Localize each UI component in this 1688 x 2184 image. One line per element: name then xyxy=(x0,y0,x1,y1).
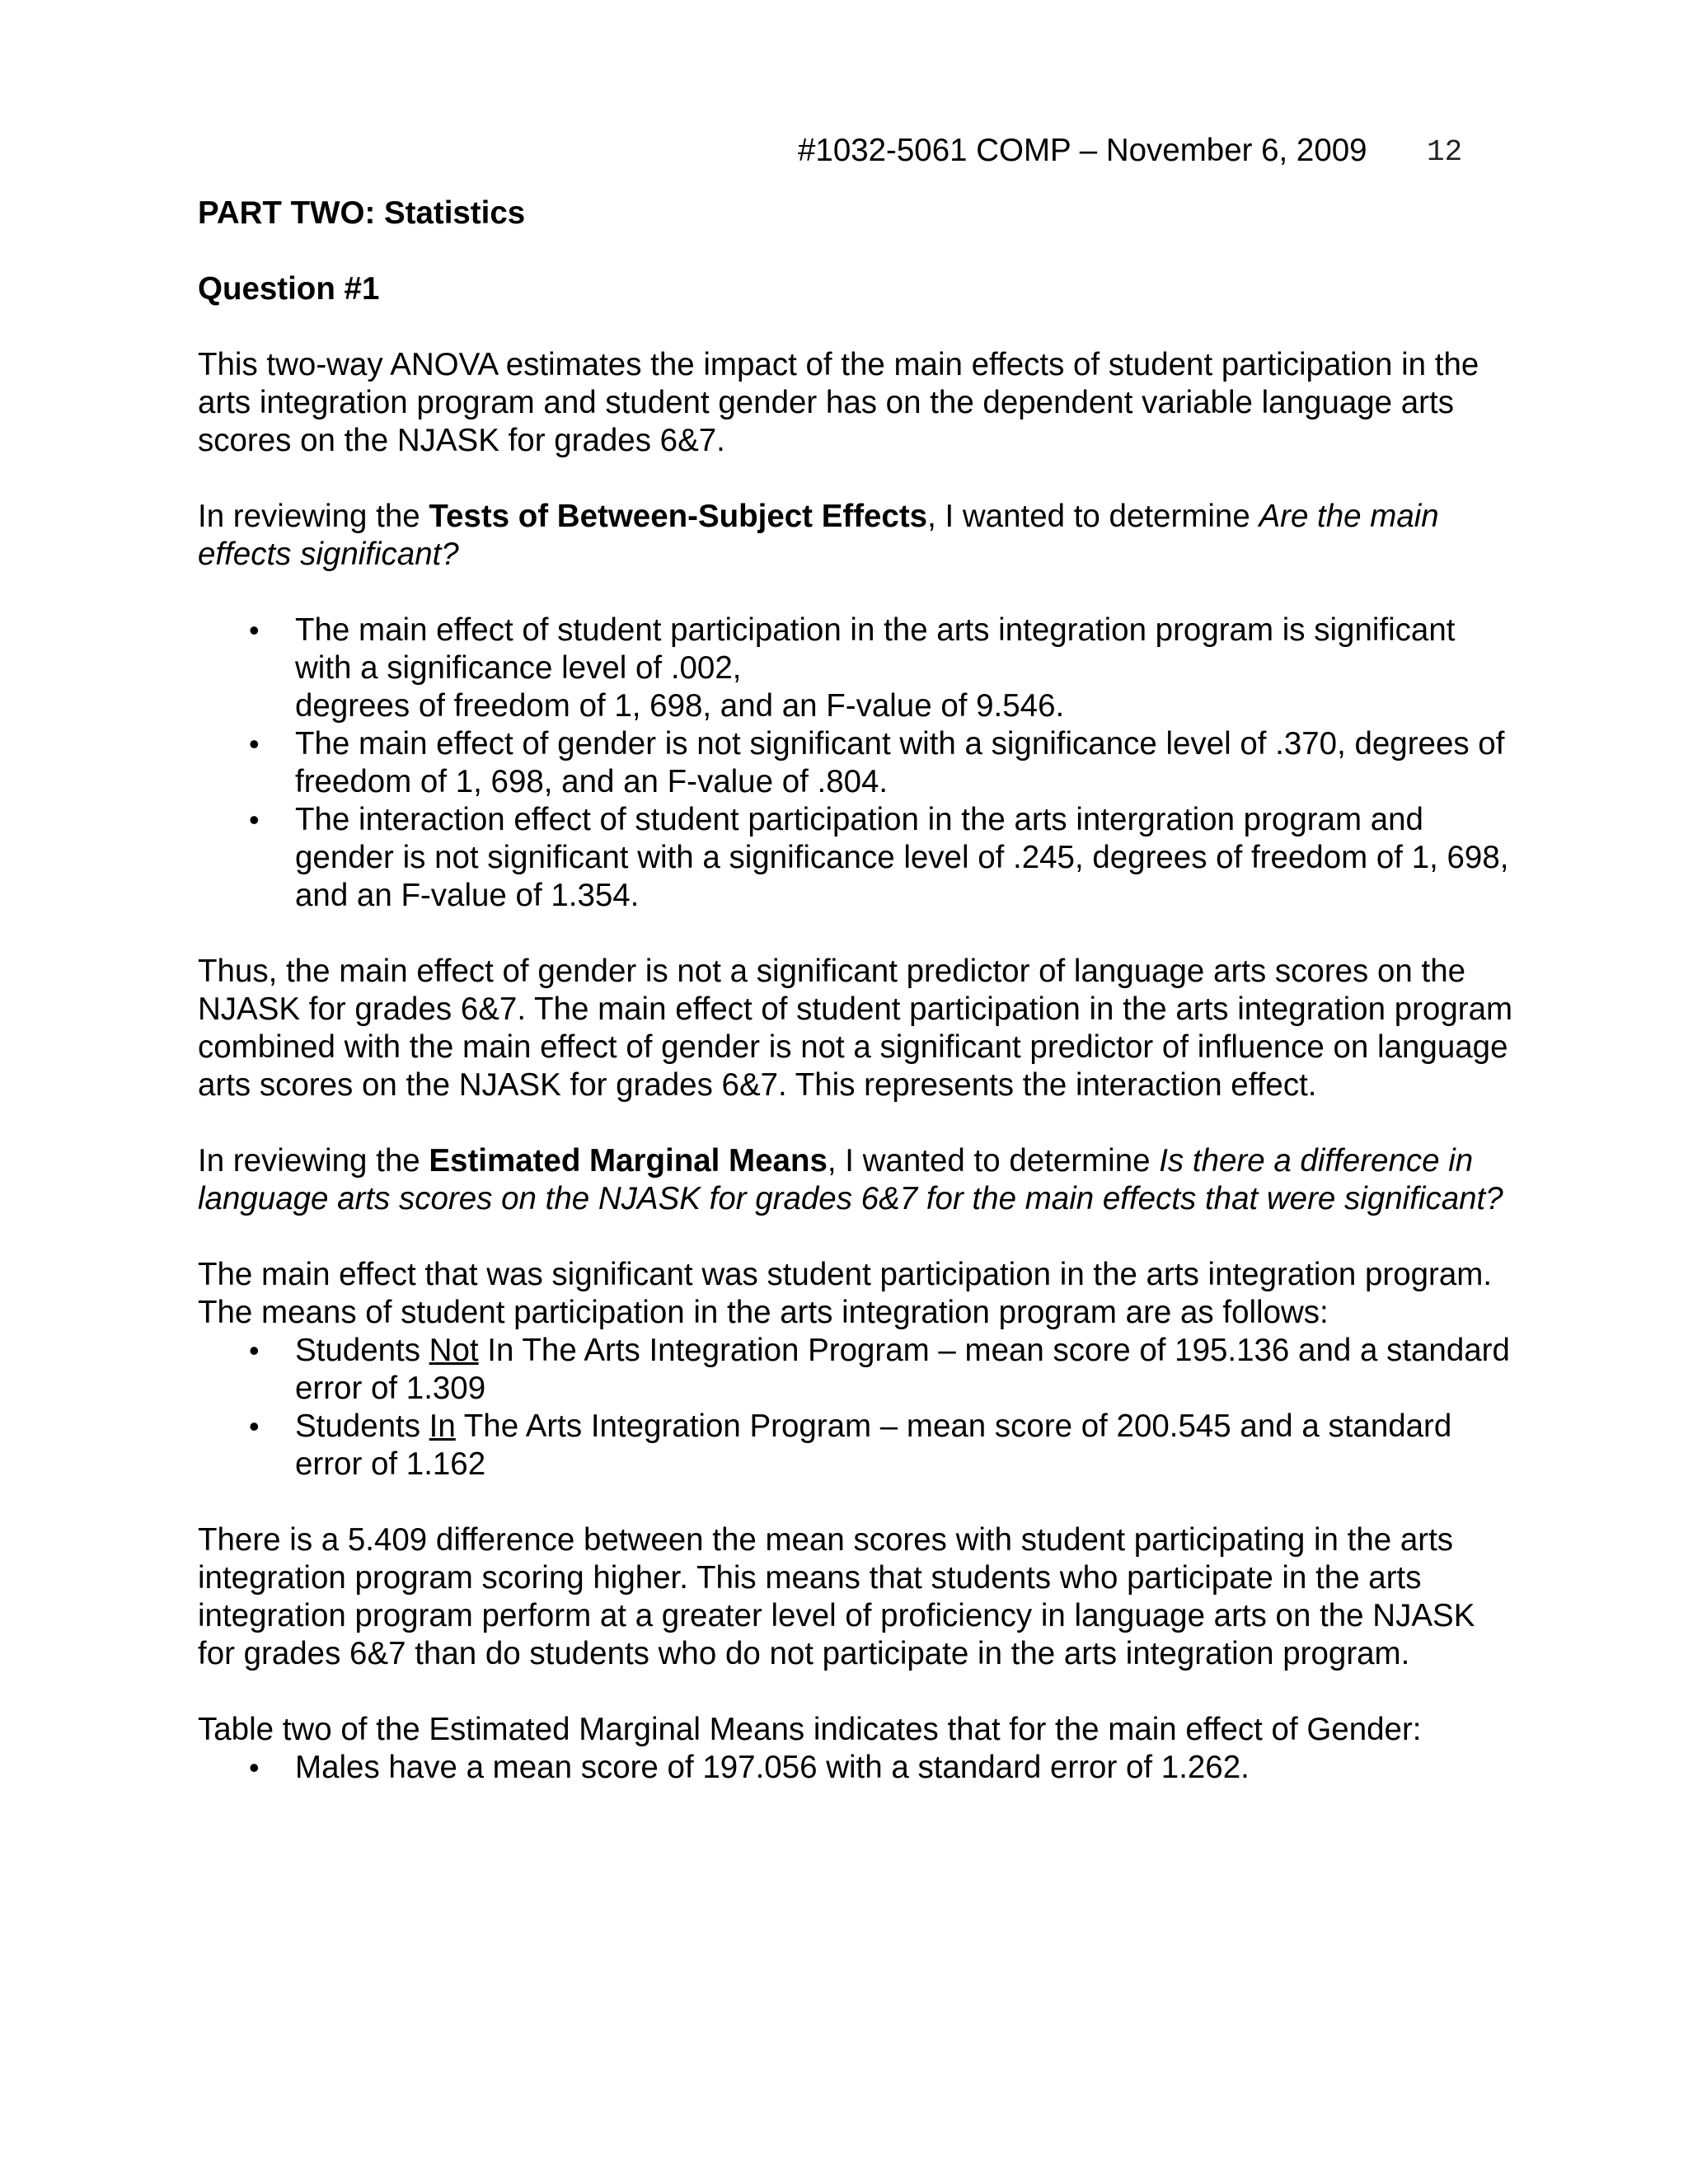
bullet-icon: • xyxy=(249,727,260,761)
tests-bullet-list xyxy=(198,612,1517,915)
intro-paragraph: This two-way ANOVA estimates the impact of the main effects of student participation in the arts integration program and student gender has on the dependent variable language arts scores on the NJASK for grades 6&7. xyxy=(198,347,1479,458)
thus-paragraph: Thus, the main effect of gender is not a significant predictor of language arts scores on the NJASK for grades 6&7. The main effect of student participation in the arts integration program combined with the main effect of gender is not a significant predictor of influence on language arts scores on the NJASK for grades 6&7. This represents the interaction effect. xyxy=(198,954,1513,1103)
list-item-text: The main effect of student participation in the arts integration program is significant with a significance level of .002, xyxy=(295,612,1456,686)
means-paragraph: The main effect that was significant was student participation in the arts integration program. The means of student participation in the arts integration program are as follows: xyxy=(198,1257,1493,1330)
document-reference: #1032-5061 COMP – November 6, 2009 xyxy=(798,133,1367,168)
list-item-text: The interaction effect of student participation in the arts intergration program and gender is not significant with a significance level of .245, degrees of freedom of 1, 698, and an F-value of 1.354. xyxy=(295,802,1509,913)
list-item xyxy=(198,1408,1517,1483)
emm-paragraph-bold: Estimated Marginal Means xyxy=(429,1143,828,1179)
bullet-icon: • xyxy=(249,803,260,837)
list-item-text-pre: Students xyxy=(295,1408,429,1444)
emm-paragraph-pre: In reviewing the xyxy=(198,1143,429,1179)
tests-paragraph-italic: Are the main effects significant? xyxy=(198,499,1439,572)
emm-paragraph-mid: , I wanted to determine xyxy=(827,1143,1160,1179)
list-item-text-post: In The Arts Integration Program – mean score of 195.136 and a standard error of 1.309 xyxy=(295,1333,1510,1406)
list-item xyxy=(198,612,1517,725)
list-item-text: The main effect of gender is not significant with a significance level of .370, degrees of freedom of 1, 698, and an F-value of .804. xyxy=(295,726,1505,799)
document-body xyxy=(198,194,1517,1787)
bullet-icon: • xyxy=(249,1750,260,1784)
list-item xyxy=(198,1332,1517,1408)
list-item-text-underline: In xyxy=(429,1408,456,1444)
page-header xyxy=(798,132,1523,175)
bullet-icon: • xyxy=(249,1409,260,1443)
list-item xyxy=(198,725,1517,801)
tests-paragraph-bold: Tests of Between-Subject Effects xyxy=(429,499,928,534)
gender-bullet-list xyxy=(198,1749,1517,1787)
tests-paragraph-pre: In reviewing the xyxy=(198,499,429,534)
means-bullet-list xyxy=(198,1332,1517,1483)
question-title: Question #1 xyxy=(198,271,380,307)
list-item xyxy=(198,1749,1517,1787)
gender-paragraph: Table two of the Estimated Marginal Means indicates that for the main effect of Gender: xyxy=(198,1712,1422,1747)
bullet-icon: • xyxy=(249,613,260,647)
emm-paragraph-italic: Is there a difference in language arts scores on the NJASK for grades 6&7 for the main effects that were significant? xyxy=(198,1143,1503,1216)
list-item xyxy=(198,801,1517,915)
tests-paragraph xyxy=(198,498,1517,574)
difference-paragraph: There is a 5.409 difference between the mean scores with student participating in the arts integration program scoring higher. This means that students who participate in the arts integration program perform at a greater level of proficiency in language arts on the NJASK for grades 6&7 than do students who do not participate in the arts integration program. xyxy=(198,1522,1475,1671)
bullet-icon: • xyxy=(249,1333,260,1367)
list-item-text-pre: Students xyxy=(295,1333,429,1368)
list-item-text: Males have a mean score of 197.056 with a standard error of 1.262. xyxy=(295,1750,1250,1785)
emm-paragraph xyxy=(198,1142,1517,1218)
part-title: PART TWO: Statistics xyxy=(198,195,526,231)
list-item-text-underline: Not xyxy=(429,1333,479,1368)
page-number: 12 xyxy=(1427,135,1463,169)
tests-paragraph-mid: , I wanted to determine xyxy=(927,499,1259,534)
list-item-text-post: The Arts Integration Program – mean score of 200.545 and a standard error of 1.162 xyxy=(295,1408,1452,1482)
list-item-text: degrees of freedom of 1, 698, and an F-value of 9.546. xyxy=(295,688,1065,724)
